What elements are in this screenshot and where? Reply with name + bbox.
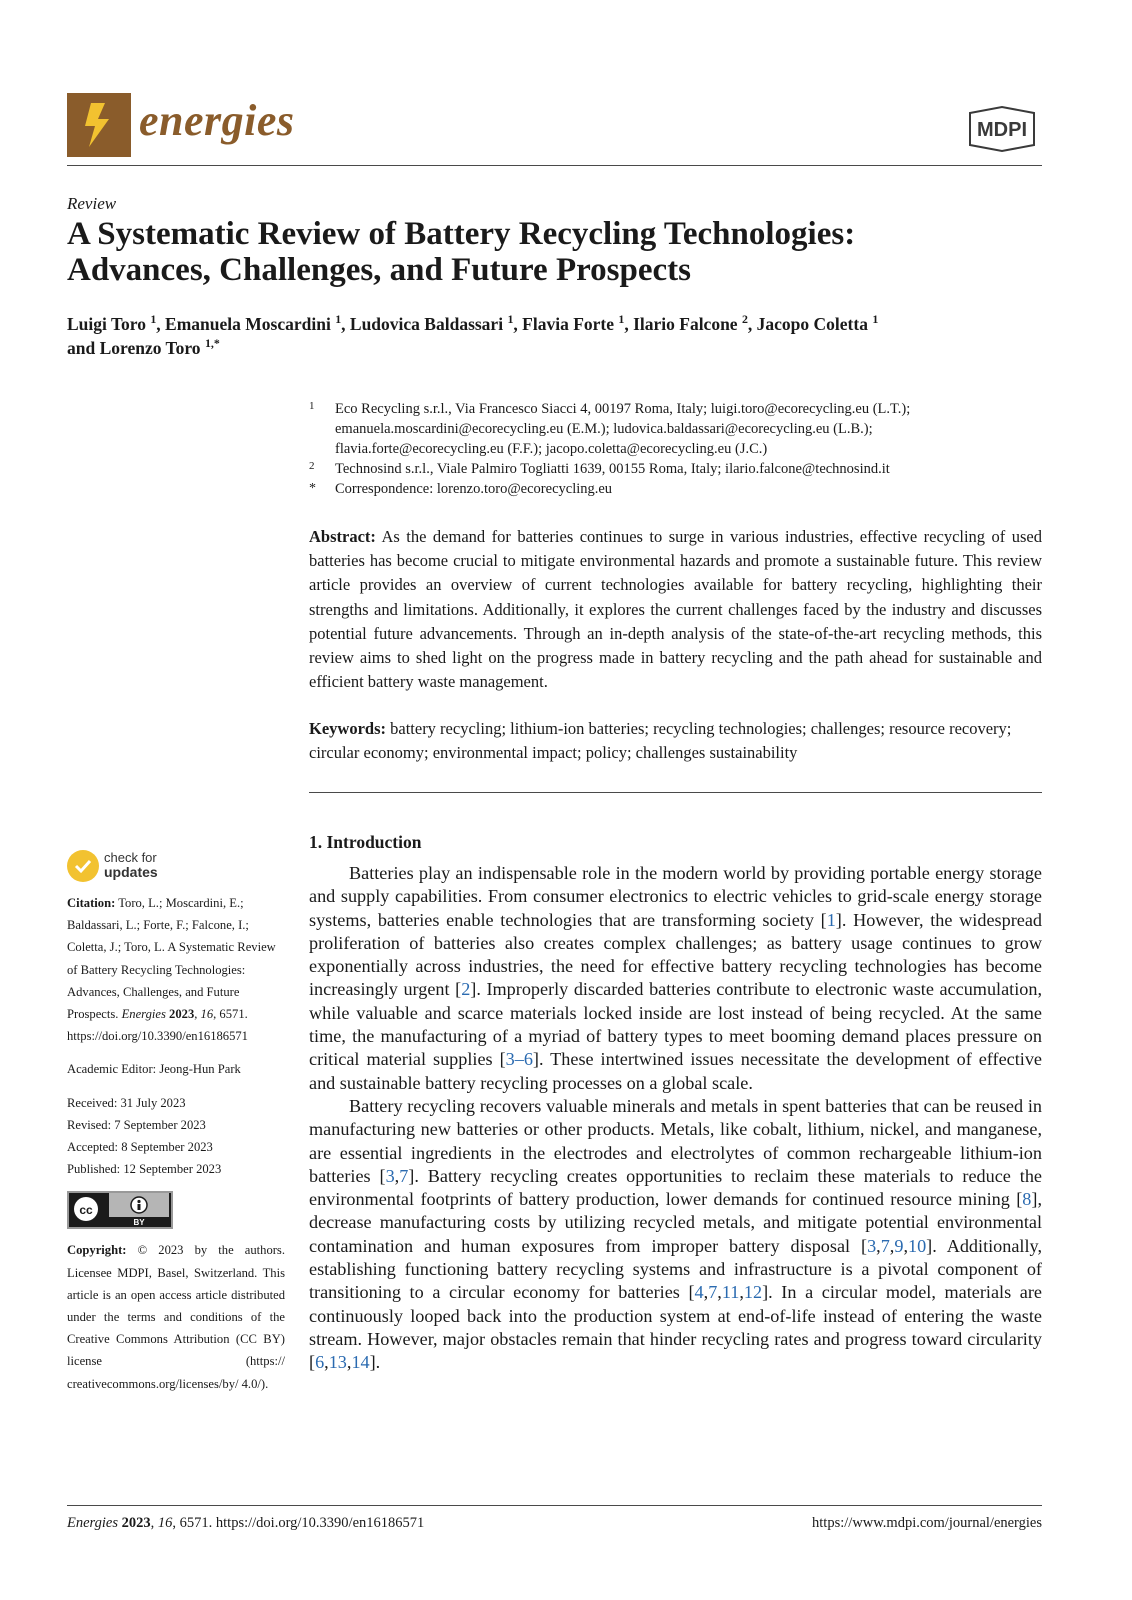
abstract [309,525,1042,694]
affiliation-item [309,459,1044,479]
reference-link[interactable]: 3 [385,1165,395,1186]
reference-link[interactable]: 6 [315,1352,325,1373]
citation-text: Toro, L.; Moscardini, E.; Baldassari, L.; Forte, F.; Falcone, I.; Coletta, J.; Toro, L. A Systematic Review of Battery Recycling Technologies: Advances, Challenges, and Future Prospects. [67,896,276,1022]
abstract-rule [309,792,1042,793]
citation-journal: Energies [121,1007,166,1022]
footer-journal: Energies [67,1515,119,1531]
keywords [309,717,1042,765]
article-type: Review [67,194,117,213]
affiliation-line: Eco Recycling s.r.l., Via Francesco Siacci 4, 00197 Roma, Italy; luigi.toro@ecorecycling.eu (L.T.); [335,401,911,417]
reference-link[interactable]: 1 [826,909,836,930]
reference-link[interactable]: 8 [1022,1189,1032,1210]
author-name[interactable]: Emanuela Moscardini [165,314,331,334]
citation-year: 2023 [169,1007,195,1022]
reference-link[interactable]: 14 [351,1352,370,1373]
affiliation-line: emanuela.moscardini@ecorecycling.eu (E.M.); ludovica.baldassari@ecorecycling.eu (L.B.); [335,421,873,437]
check-updates-line1: check for [104,850,157,865]
author-affiliation-mark: 1,* [204,336,220,351]
author-name[interactable]: Flavia Forte [522,314,614,334]
published-date: Published: 12 September 2023 [67,1162,222,1177]
affiliation-item [309,479,1044,499]
reference-link[interactable]: 3 [867,1235,877,1256]
revised-date: Revised: 7 September 2023 [67,1117,206,1132]
affiliation-mark: 1 [309,400,315,412]
introduction-body [309,862,1042,1375]
reference-link[interactable]: 7 [708,1282,718,1303]
reference-link[interactable]: 7 [399,1165,409,1186]
by-label: BY [133,1218,145,1228]
check-for-updates-button[interactable] [67,850,285,886]
author-affiliation-mark: 2 [741,312,748,327]
check-updates-line2: updates [104,864,158,880]
accepted-date: Accepted: 8 September 2023 [67,1140,213,1155]
abstract-label: Abstract: [309,527,376,546]
affiliation-line: flavia.forte@ecorecycling.eu (F.F.); jacopo.coletta@ecorecycling.eu (J.C.) [335,441,768,457]
reference-link[interactable]: 13 [328,1352,347,1373]
footer-doi-link[interactable]: , 6571. https://doi.org/10.3390/en16186571 [172,1515,425,1531]
author-affiliation-mark: 1 [335,312,342,327]
received-date: Received: 31 July 2023 [67,1095,186,1110]
reference-link[interactable]: 9 [894,1235,904,1256]
reference-link[interactable]: 7 [880,1235,890,1256]
citation-label: Citation: [67,896,116,910]
intro-paragraph-2: Battery recycling recovers valuable minerals and metals in spent batteries that can be reused in manufacturing new batteries or other products. Metals, like cobalt, lithium, nickel, and manganese, are essential ingredients in the electrodes and electrolytes of common rechargeable lithium-ion batteries [3,7]. Battery recycling creates opportunities to reclaim these materials to reduce the environmental footprints of battery production, lower demands for continued resource mining [8], decrease manufacturing costs by utilizing recycled metals, and mitigate potential environmental contamination and human exposures from improper battery disposal [3,7,9,10]. Additionally, establishing functioning battery recycling systems and infrastructure is a pivotal component of transitioning to a circular economy for batteries [4,7,11,12]. In a circular model, materials are continuously looped back into the production system at end-of-life instead of entering the waste stream. However, major obstacles remain that hinder recycling rates and progress toward circularity [6,13,14]. [309,1095,1042,1373]
journal-header [67,93,1042,165]
article-title [67,216,1027,288]
lightning-bolt-icon [67,93,131,157]
affiliation-line: Correspondence: lorenzo.toro@ecorecycling.eu [335,481,613,497]
footer-volume: 16 [157,1515,173,1531]
title-line-2: Advances, Challenges, and Future Prospects [67,252,691,288]
page-footer: Energies 2023, 16, 6571. https://doi.org/10.3390/en16186571 https://www.mdpi.com/journal/energies [67,1515,1042,1531]
intro-paragraph-1: Batteries play an indispensable role in the modern world by providing portable energy storage and supply capabilities. From consumer electronics to electric vehicles to grid-scale energy storage systems, batteries enable technologies that are transforming society [1]. However, the widespread proliferation of batteries also creates complex challenges; as battery usage continues to grow exponentially across industries, the need for effective battery recycling technologies has become increasingly urgent [2]. Improperly discarded batteries contribute to electronic waste accumulation, while valuable and scarce materials locked inside are lost instead of being recycled. At the same time, the manufacturing of a myriad of battery types to meet booming demand places pressure on critical material supplies [3–6]. These intertwined issues necessitate the development of effective and sustainable battery recycling processes on a global scale. [309,863,1042,1093]
author-name[interactable]: Luigi Toro [67,314,146,334]
citation-volume: 16 [200,1007,214,1022]
header-rule [67,165,1042,166]
reference-link[interactable]: 11 [721,1282,740,1303]
dates [67,1092,285,1181]
reference-link[interactable]: 4 [694,1282,704,1303]
keywords-text: battery recycling; lithium-ion batteries; recycling technologies; challenges; resource recovery; circular economy; environmental impact; policy; challenges sustainability [309,719,1012,762]
affiliation-line: Technosind s.r.l., Viale Palmiro Togliatti 1639, 00155 Roma, Italy; ilario.falcone@technosind.it [335,461,890,477]
mdpi-logo-text: MDPI [977,119,1027,141]
citation-doi[interactable]: , 6571. https://doi.org/10.3390/en16186571 [67,1007,248,1044]
author-affiliation-mark: 1 [872,312,879,327]
reference-link[interactable]: 12 [743,1282,763,1303]
author-affiliation-mark: 1 [150,312,157,327]
affiliation-mark: * [309,481,316,496]
check-updates-icon [67,850,99,882]
reference-link[interactable]: 10 [907,1235,927,1256]
author-affiliation-mark: 1 [618,312,625,327]
footer-year: 2023 [121,1515,151,1531]
abstract-text: As the demand for batteries continues to surge in various industries, effective recycling of used batteries has become crucial to mitigate environmental hazards and promote a sustainable future. This review article provides an overview of current technologies available for battery recycling, highlighting their strengths and limitations. Additionally, it explores the current challenges faced by the industry and discusses potential future advancements. Through an in-depth analysis of the state-of-the-art recycling methods, this review aims to shed light on the progress made in battery recycling and the path ahead for sustainable and efficient battery waste management. [309,527,1043,692]
cc-icon: cc [79,1203,93,1218]
citation: Citation: Toro, L.; Moscardini, E.; Baldassari, L.; Forte, F.; Falcone, I.; Coletta, J.; Toro, L. A Systematic Review of Battery Recycling Technologies: Advances, Challenges, and Future Prospects. Energies 2023, 16, 6571. https://doi.org/10.3390/en16186571 [67,896,276,1044]
copyright-text: © 2023 by the authors. Licensee MDPI, Basel, Switzerland. This article is an open access article distributed under the terms and conditions of the Creative Commons Attribution (CC BY) license (https:// creativecommons.org/licenses/by/ 4.0/). [67,1243,285,1391]
cc-by-license-badge[interactable] [67,1191,173,1229]
journal-logo[interactable] [67,93,131,157]
author-name[interactable]: Ludovica Baldassari [349,314,504,334]
section-heading-introduction: 1. Introduction [309,832,422,852]
affiliations [309,399,1044,499]
academic-editor: Academic Editor: Jeong-Hun Park [67,1062,241,1077]
footer-journal-url[interactable]: https://www.mdpi.com/journal/energies [812,1515,1042,1531]
copyright [67,1239,285,1394]
article-sidebar [67,850,285,1395]
keywords-label: Keywords: [309,719,386,738]
author-name[interactable]: Lorenzo Toro [99,338,201,358]
author-name[interactable]: Ilario Falcone [633,314,738,334]
title-line-1: A Systematic Review of Battery Recycling Technologies: [67,216,856,252]
affiliation-item [309,399,1044,459]
reference-link[interactable]: 3–6 [505,1049,533,1070]
author-affiliation-mark: 1 [507,312,514,327]
copyright-label: Copyright: [67,1243,127,1258]
footer-rule [67,1505,1042,1506]
mdpi-logo[interactable] [962,105,1042,153]
journal-name[interactable]: energies [139,96,295,145]
reference-link[interactable]: 2 [461,979,471,1000]
author-name[interactable]: Jacopo Coletta [756,314,868,334]
affiliation-mark: 2 [309,460,315,472]
author-list: Luigi Toro $^1$, Emanuela Moscardini $^1$, Ludovica Baldassari $^1$, Flavia Forte $^1$, Ilario Falcone $^2$, Jacopo Coletta $^1$ and Lorenzo Toro $^{1,*}$ [67,312,879,358]
